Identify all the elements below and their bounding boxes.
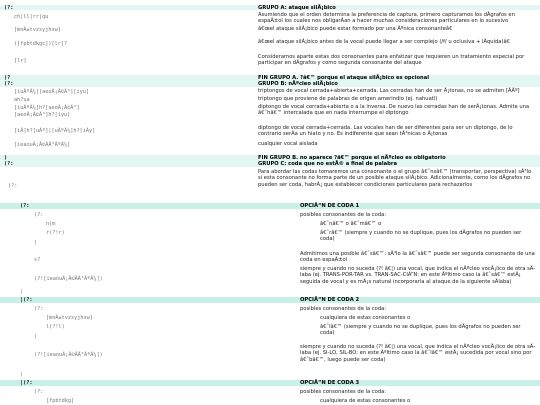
option-3-bar: | bbox=[20, 380, 24, 386]
regex-code: ) bbox=[34, 240, 38, 246]
regex-code: (?: bbox=[34, 389, 44, 395]
regex-code: [iuÃºÃ¼][aeoÃ¡Ã©Ã³][iyu] bbox=[14, 89, 89, 95]
regex-code: l(?!l) bbox=[46, 324, 65, 330]
regex-description: â€˜lâ€™ (siempre y cuando no se duplique, pues los dÃgrafos no pueden ser coda) bbox=[320, 324, 521, 337]
option-3-band bbox=[0, 380, 540, 386]
regex-code: (?: bbox=[34, 306, 44, 312]
regex-code: (?: bbox=[8, 183, 18, 189]
option-2-band bbox=[0, 297, 540, 303]
regex-code: [mnÃ±tvzsyjhxw] bbox=[14, 27, 61, 33]
regex-code: n|m bbox=[46, 221, 56, 227]
group-b-close-code: ) bbox=[4, 155, 8, 161]
regex-description: Admitimos una posible â€˜sâ€™: sÃ³lo la â€˜sâ€™ puede ser segunda consonante de una coda en espaÃ±ol bbox=[300, 251, 535, 264]
option-2-close-code: ) bbox=[20, 372, 24, 378]
regex-description: cualquiera de estas consonantes o bbox=[320, 315, 411, 321]
regex-code: [fpbtdkg] bbox=[46, 398, 75, 404]
regex-code: ah?ua bbox=[14, 97, 30, 103]
regex-description: â€˜râ€™ (siempre y cuando no se duplique, pues los dÃgrafos no pueden ser coda) bbox=[320, 230, 522, 243]
regex-code: (?: bbox=[34, 212, 44, 218]
fin-group-a-header: FIN GRUPO A. ?â€™ porque el ataque silÃ¡bico es opcional bbox=[258, 75, 430, 81]
regex-description: triptongo que proviene de palabras de origen amerindio (ej. nahuatl) bbox=[258, 96, 438, 102]
fin-group-b-header: FIN GRUPO B. no aparece ?â€™ porque el nÃºcleo es obligatorio bbox=[258, 155, 446, 161]
option-2-open-code bbox=[20, 297, 33, 303]
group-c-open-code: (?: bbox=[4, 161, 14, 167]
regex-description: â€œel ataque silÃ¡bico puede estar formado por una Ãºnica consonanteâ€ bbox=[258, 26, 453, 32]
option-1-close-code: ) bbox=[20, 289, 24, 295]
group-a-header: GRUPO A: ataque silÃ¡bico bbox=[258, 5, 336, 11]
regex-description: Para abordar las codas tomaremos una consonante o el grupo â€˜nsâ€™ (transportar, perspectiva) sÃ³lo si esta consonante no forma parte de un posible ataque silÃ¡bico. Adicionalmente, como los dÃgrafos no pueden ser coda, habrÃ¡ que establecer condiciones particulares para rechazarlos bbox=[258, 169, 532, 188]
regex-code: [aeoÃ¡Ã©Ã³]h?[iyu] bbox=[14, 112, 71, 118]
option-2-header: OPCIÃ“N DE CODA 2 bbox=[300, 297, 360, 303]
regex-code: s? bbox=[34, 257, 41, 263]
regex-description: posibles consonantes de la coda: bbox=[300, 389, 387, 395]
regex-description: triptongos de vocal cerrada+abierta+cerrada. Las cerradas han de ser Ã¡tonas, no se admiten [ÃÃº] bbox=[258, 88, 520, 94]
option-3-open-code bbox=[20, 380, 33, 386]
regex-description: Asumiendo que el orden determina la preferencia de captura, primero capturamos los dÃgrafos en espaÃ±ol los cuales nos obligarÃan a hacer muchas consideraciones particulares en lo sucesivo bbox=[258, 12, 515, 25]
regex-code: [ieaouÃ¡Ã©ÃÃ³ÃºÃ¼] bbox=[14, 142, 71, 148]
group-c-header: GRUPO C: coda que no estÃ© a final de palabra bbox=[258, 161, 397, 167]
regex-code: [mnÃ±tvzsyjhxw] bbox=[46, 315, 93, 321]
regex-code: r(?!r) bbox=[46, 230, 65, 236]
regex-description: â€œel ataque silÃ¡bico antes de la vocal puede llegar a ser complejo (/f/ u oclusiva + lÃquida)â€ bbox=[258, 39, 510, 45]
group-a-close-code: )? bbox=[4, 75, 11, 81]
regex-code: ch|ll|rr|qu bbox=[14, 14, 49, 20]
group-b-open-code: (?: bbox=[4, 81, 14, 87]
regex-description: cualquier vocal aislada bbox=[258, 141, 318, 147]
option-2-group: (?: bbox=[23, 297, 33, 303]
regex-code: (?![ieaouÃ¡Ã©ÃÃ³ÃºÃ¼]) bbox=[34, 276, 103, 282]
option-1-header: OPCIÃ“N DE CODA 1 bbox=[300, 203, 360, 209]
regex-description: posibles consonantes de la coda: bbox=[300, 306, 387, 312]
regex-description: diptongo de vocal cerrada+cerrada. Las vocales han de ser diferentes para ser un diptongo, de lo contrario serÃa un hiato y no. Es indiferente que sean tÃ³nicas o Ã¡tonas bbox=[258, 125, 513, 138]
regex-description: siempre y cuando no suceda (?! â€¦) una vocal, que indica el nÃºcleo vocÃ¡lico de otra sÃlaba (ej. TRANS-POR-TAR vs. TRAN-SAC-CIÃ“N: en este Ãºltimo caso la â€˜sâ€™ estÃ¡ seguida de vocal y es mÃ¡s natural incorporarla al ataque de la siguiente sÃlaba) bbox=[300, 266, 536, 285]
regex-code: [iuÃºÃ¼]h?[aeoÃ¡Ã©Ã³] bbox=[14, 105, 80, 111]
option-3-group: (?: bbox=[23, 380, 33, 386]
group-a-open-code: (?: bbox=[4, 5, 14, 11]
option-2-bar: | bbox=[20, 297, 24, 303]
group-b-header: GRUPO B: nÃºcleo silÃ¡bico bbox=[258, 81, 338, 87]
regex-code: [lr] bbox=[14, 58, 27, 64]
regex-code: ) bbox=[34, 334, 38, 340]
regex-description: cualquiera de estas consonantes o bbox=[320, 398, 411, 404]
regex-description: siempre y cuando no suceda (?! â€¦) una vocal, que indica el nÃºcleo vocÃ¡lico de otra sÃlaba (ej. SI-LO, SIL-BO: en este Ãºltimo caso la â€˜lâ€™ estÃ¡ sucedida por vocal sino por â€˜bâ€™, luego puede ser coda) bbox=[300, 344, 536, 363]
option-1-open-code: (?: bbox=[20, 203, 30, 209]
option-1-band bbox=[0, 203, 540, 209]
regex-description: posibles consonantes de la coda: bbox=[300, 212, 387, 218]
regex-description: diptongo de vocal cerrada+abierta o a la inversa. De nuevo las cerradas han de serÃ¡tonas. Admite una â€˜hâ€™ intercalada que en nada interrumpe el diptongo bbox=[258, 104, 530, 117]
regex-description: â€˜nâ€™ o â€˜mâ€™ o bbox=[320, 221, 382, 227]
regex-code: (?![ieaouÃ¡Ã©ÃÃ³ÃºÃ¼]) bbox=[34, 352, 103, 358]
option-3-header: OPCIÃ“N DE CODA 3 bbox=[300, 380, 360, 386]
regex-code: [iÃ]h?[uÃº]|[uÃºÃ¼]h?[iÃy] bbox=[14, 128, 96, 134]
regex-code: ([fpbtdkgc])[lr]? bbox=[14, 41, 68, 47]
regex-description: Consideramos aparte estas dos consonantes para enfatizar que requieren un tratamiento especial por participar en dÃgrafos y como segunda consonante del ataque bbox=[258, 54, 525, 67]
